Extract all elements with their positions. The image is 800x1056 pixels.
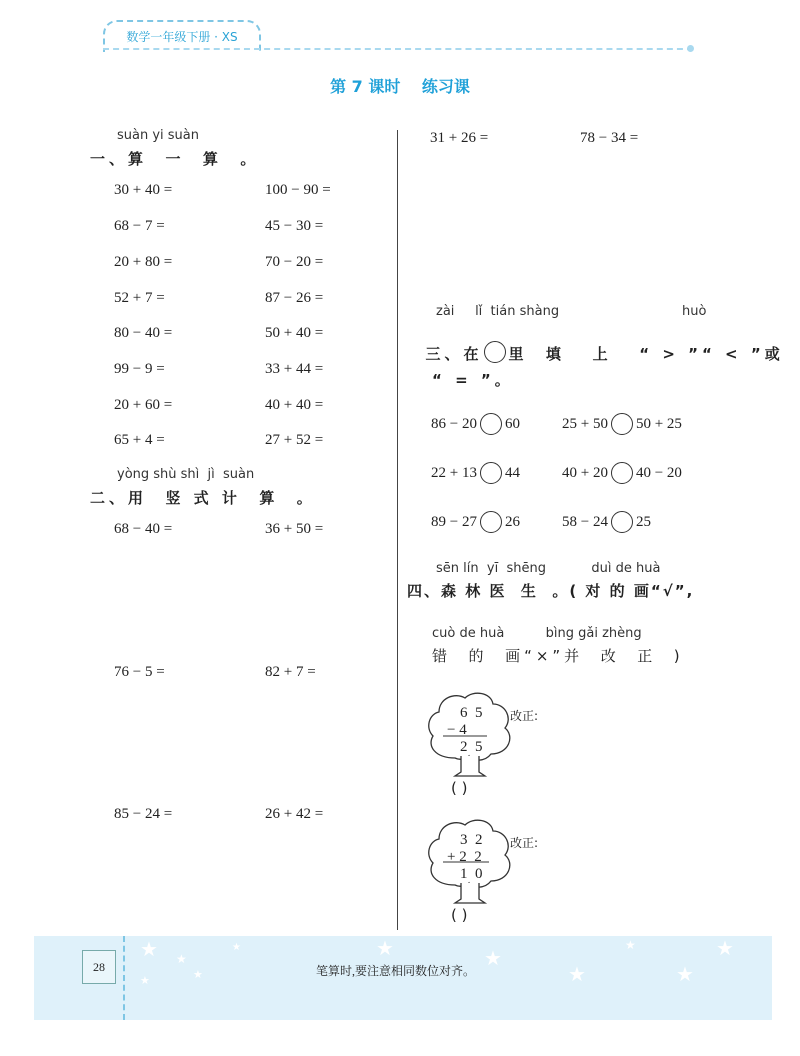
answer-blank[interactable]: ( ): [451, 906, 468, 924]
section3-heading-b: 里 填 上 “ > ”“ < ”或: [508, 345, 784, 363]
tree-icon: [425, 688, 515, 780]
compare-left: 86 − 20: [431, 415, 477, 432]
problem: 85 − 24 =: [114, 806, 173, 822]
star-icon: ★: [376, 938, 394, 960]
section2-pinyin: yòng shù shì jì suàn: [117, 467, 255, 482]
header-divider: [103, 48, 693, 50]
problem: 45 − 30 =: [265, 218, 324, 234]
answer-circle[interactable]: [480, 413, 502, 435]
compare-left: 40 + 20: [562, 464, 608, 481]
problem: 99 − 9 =: [114, 361, 165, 377]
section2-heading: 二、用 竖 式 计 算 。: [90, 489, 316, 507]
lesson-topic: 练习课: [421, 77, 470, 96]
problem: 78 − 34 =: [580, 130, 639, 146]
compare-right: 40 − 20: [635, 464, 682, 481]
compare-right: 25: [635, 513, 651, 530]
compare-item: [431, 462, 520, 484]
section4-heading1: 四、森 林 医 生 。( 对 的 画“√”,: [407, 582, 695, 600]
section4-pinyin2: cuò de huà bìng gǎi zhèng: [432, 626, 642, 641]
header-tab: 数学一年级下册 · XS: [103, 20, 261, 52]
problem: 68 − 40 =: [114, 521, 173, 537]
compare-item: [562, 413, 682, 435]
compare-item: [431, 413, 520, 435]
star-icon: ★: [716, 938, 734, 960]
footer-divider: [123, 936, 125, 1020]
star-icon: ★: [140, 975, 150, 987]
problem: 50 + 40 =: [265, 325, 324, 341]
column-divider: [397, 130, 398, 930]
section4-pinyin1: sēn lín yī shēng duì de huà: [436, 561, 661, 576]
compare-right: 44: [504, 464, 520, 481]
section4-heading2: 错 的 画“×”并 改 正 ): [432, 647, 684, 665]
vertical-result: 1 0: [460, 866, 483, 882]
section1-pinyin: suàn yi suàn: [117, 128, 200, 143]
page-number: 28: [82, 950, 116, 984]
problem: 87 − 26 =: [265, 290, 324, 306]
star-icon: ★: [625, 938, 636, 952]
compare-right: 60: [504, 415, 520, 432]
answer-circle[interactable]: [611, 511, 633, 533]
compare-left: 89 − 27: [431, 513, 477, 530]
section3-heading-line2: “ = ”。: [432, 371, 514, 389]
compare-right: 26: [504, 513, 520, 530]
star-icon: ★: [140, 939, 158, 961]
footer-tip: 笔算时,要注意相同数位对齐。: [316, 964, 476, 978]
star-icon: ★: [676, 964, 694, 986]
section1-heading: 一、算 一 算 。: [90, 150, 260, 168]
problem: 100 − 90 =: [265, 182, 331, 198]
problem: 76 − 5 =: [114, 664, 165, 680]
compare-item: [562, 462, 682, 484]
problem: 52 + 7 =: [114, 290, 165, 306]
star-icon: ★: [193, 969, 203, 981]
compare-left: 25 + 50: [562, 415, 608, 432]
problem: 70 − 20 =: [265, 254, 324, 270]
problem: 31 + 26 =: [430, 130, 489, 146]
answer-circle[interactable]: [611, 462, 633, 484]
problem: 27 + 52 =: [265, 432, 324, 448]
section3-heading: [407, 323, 784, 364]
problem: 36 + 50 =: [265, 521, 324, 537]
problem: 20 + 80 =: [114, 254, 173, 270]
vertical-operand: + 2 2: [447, 849, 482, 865]
circle-icon: [484, 341, 506, 363]
correction-label: 改正:: [510, 709, 539, 723]
section3-heading-a: 三、在: [425, 345, 483, 363]
problem: 33 + 44 =: [265, 361, 324, 377]
problem: 82 + 7 =: [265, 664, 316, 680]
section3-pinyin-huo: huò: [682, 304, 707, 319]
compare-right: 50 + 25: [635, 415, 682, 432]
answer-blank[interactable]: ( ): [451, 779, 468, 797]
star-icon: ★: [176, 952, 187, 966]
correction-label: 改正:: [510, 836, 539, 850]
star-icon: ★: [232, 942, 241, 953]
page-title: [0, 74, 800, 97]
problem: 20 + 60 =: [114, 397, 173, 413]
vertical-operand: − 4: [447, 722, 467, 738]
lesson-number: 第 7 课时: [330, 77, 401, 96]
star-icon: ★: [484, 948, 502, 970]
answer-circle[interactable]: [480, 511, 502, 533]
vertical-result: 2 5: [460, 739, 483, 755]
problem: 80 − 40 =: [114, 325, 173, 341]
compare-left: 58 − 24: [562, 513, 608, 530]
compare-item: [562, 511, 651, 533]
problem: 40 + 40 =: [265, 397, 324, 413]
answer-circle[interactable]: [480, 462, 502, 484]
section3-pinyin: zài lǐ tián shàng: [436, 304, 560, 319]
compare-item: [431, 511, 520, 533]
problem: 65 + 4 =: [114, 432, 165, 448]
answer-circle[interactable]: [611, 413, 633, 435]
vertical-top: 6 5: [460, 705, 483, 721]
star-icon: ★: [568, 964, 586, 986]
vertical-top: 3 2: [460, 832, 483, 848]
problem: 30 + 40 =: [114, 182, 173, 198]
header-dot: [687, 45, 694, 52]
problem: 68 − 7 =: [114, 218, 165, 234]
compare-left: 22 + 13: [431, 464, 477, 481]
problem: 26 + 42 =: [265, 806, 324, 822]
